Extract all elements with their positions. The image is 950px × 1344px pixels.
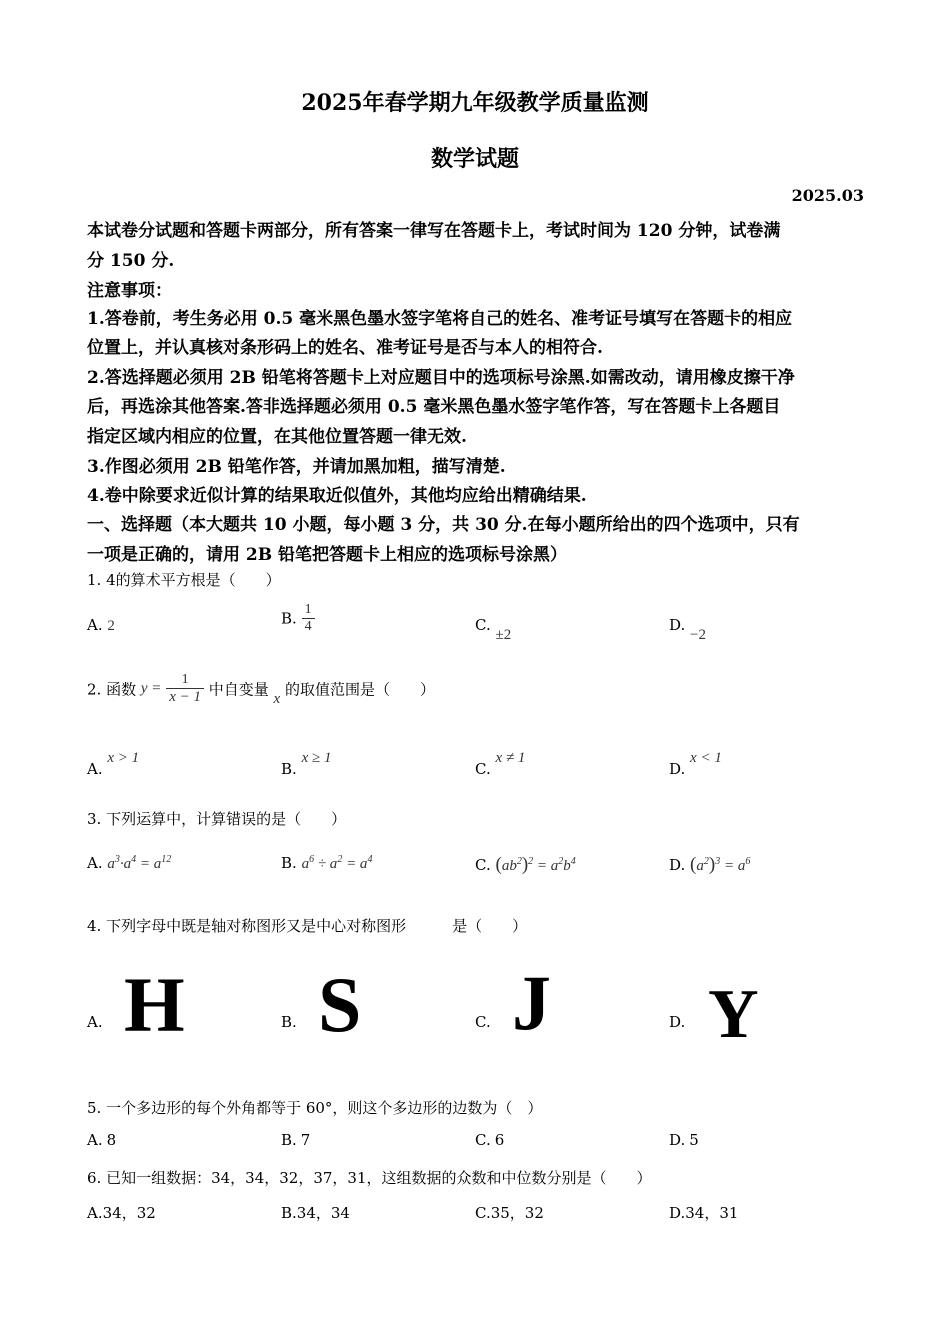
note-line: 位置上，并认真核对条形码上的姓名、准考证号是否与本人的相符合. xyxy=(87,338,603,358)
question-4-stem xyxy=(87,915,527,936)
math-expression: $(a^2)^3 = a^6$ xyxy=(690,854,751,875)
q1-option-b xyxy=(281,602,315,635)
option-label: B. xyxy=(281,760,297,778)
option-label: C. xyxy=(475,616,491,634)
fraction xyxy=(166,672,204,706)
q2-option-a xyxy=(87,750,140,779)
q6-option-c xyxy=(475,1202,544,1223)
q1-option-d xyxy=(669,616,707,643)
option-label: A. xyxy=(87,1131,103,1149)
option-label: B. xyxy=(281,1131,297,1149)
letter-h-image: H xyxy=(124,961,185,1048)
letter-y-image: Y xyxy=(708,976,759,1053)
option-label: C. xyxy=(475,760,491,778)
option-label: D. xyxy=(669,1131,686,1149)
letter-j-image: J xyxy=(512,959,551,1046)
note-line: 2.答选择题必须用 2B 铅笔将答题卡上对应题目中的选项标号涂黑.如需改动，请用橡皮擦干净 xyxy=(87,368,795,388)
notice-title: 注意事项： xyxy=(87,281,172,301)
option-value: −2 xyxy=(690,627,707,643)
q3-option-c xyxy=(475,854,576,876)
exam-title: 2025年春学期九年级教学质量监测 xyxy=(301,90,649,116)
q4-option-d-label: D. xyxy=(669,1013,686,1031)
option-label: D. xyxy=(669,856,686,874)
q4-option-c-label: C. xyxy=(475,1013,491,1031)
stem-text: 4. 下列字母中既是轴对称图形又是中心对称图形 xyxy=(87,917,407,935)
option-value: x > 1 xyxy=(107,750,140,766)
q5-option-c xyxy=(475,1131,504,1149)
q2-option-b xyxy=(281,750,332,779)
option-label: D. xyxy=(669,760,686,778)
question-6-stem: 6. 已知一组数据：34，34，32，37，31，这组数据的众数和中位数分别是（ ） xyxy=(87,1169,652,1187)
variable: x xyxy=(273,691,281,708)
stem-text: 的取值范围是（ ） xyxy=(285,680,436,699)
q3-option-b xyxy=(281,854,372,873)
note-line: 指定区域内相应的位置，在其他位置答题一律无效. xyxy=(87,427,467,447)
option-value: 34，32 xyxy=(102,1204,156,1222)
question-5-stem: 5. 一个多边形的每个外角都等于 60°，则这个多边形的边数为（ ） xyxy=(87,1099,543,1117)
option-label: B. xyxy=(281,1204,297,1222)
option-value: 8 xyxy=(106,1131,117,1149)
fraction xyxy=(302,602,315,635)
option-value: ±2 xyxy=(495,627,512,643)
option-value: 34，31 xyxy=(685,1204,739,1222)
option-value: 7 xyxy=(300,1131,311,1149)
option-label: D. xyxy=(669,616,686,634)
math-expression: $(ab^2)^2 = a^2b^4$ xyxy=(495,854,576,875)
option-label: D. xyxy=(669,1204,686,1222)
q5-option-d xyxy=(669,1131,699,1149)
option-label: A. xyxy=(87,854,103,872)
option-value: x ≠ 1 xyxy=(495,750,526,766)
fraction-numerator: 1 xyxy=(166,672,204,689)
note-line: 3.作图必须用 2B 铅笔作答，并请加黑加粗，描写清楚. xyxy=(87,457,506,477)
math-expression: $a^6 \div a^2 = a^4$ xyxy=(301,854,373,872)
option-label: A. xyxy=(87,760,103,778)
exam-subtitle: 数学试题 xyxy=(430,146,519,172)
fraction-denominator: x − 1 xyxy=(169,689,201,706)
option-value: x < 1 xyxy=(690,750,722,766)
q2-option-d xyxy=(669,750,722,779)
exam-date: 2025.03 xyxy=(791,186,864,205)
option-label: C. xyxy=(475,1204,491,1222)
q3-option-a xyxy=(87,854,171,873)
option-label: C. xyxy=(475,1131,491,1149)
q6-option-a xyxy=(87,1202,156,1223)
stem-text: 中自变量 xyxy=(208,680,269,699)
q2-option-c xyxy=(475,750,526,779)
option-label: B. xyxy=(281,854,297,872)
stem-text: 是（ ） xyxy=(452,917,528,935)
q6-option-b xyxy=(281,1202,350,1223)
q5-option-b xyxy=(281,1131,310,1149)
option-value: 2 xyxy=(107,618,115,634)
option-label: A. xyxy=(87,616,103,634)
q4-option-b-label: B. xyxy=(281,1013,297,1031)
question-2-stem xyxy=(87,672,435,708)
function-lhs: y = xyxy=(140,680,162,697)
section-heading: 一项是正确的，请用 2B 铅笔把答题卡上相应的选项标号涂黑） xyxy=(87,545,568,565)
intro-line-1: 本试卷分试题和答题卡两部分，所有答案一律写在答题卡上，考试时间为 120 分钟，试卷满 xyxy=(87,221,781,241)
q3-option-d xyxy=(669,854,750,876)
q1-option-c xyxy=(475,616,512,643)
q6-option-d xyxy=(669,1202,738,1223)
option-value: 34，34 xyxy=(296,1204,350,1222)
q5-option-a xyxy=(87,1131,116,1149)
note-line: 4.卷中除要求近似计算的结果取近似值外，其他均应给出精确结果. xyxy=(87,486,587,506)
option-value: 35，32 xyxy=(490,1204,544,1222)
letter-s-image: S xyxy=(318,961,362,1048)
note-line: 后，再选涂其他答案.答非选择题必须用 0.5 毫米黑色墨水签字笔作答，写在答题卡上各题目 xyxy=(87,397,781,417)
option-label: C. xyxy=(475,856,491,874)
note-line: 1.答卷前，考生务必用 0.5 毫米黑色墨水签字笔将自己的姓名、准考证号填写在答题卡的相应 xyxy=(87,309,793,329)
section-heading: 一、选择题（本大题共 10 小题，每小题 3 分，共 30 分.在每小题所给出的四个选项中，只有 xyxy=(87,515,800,535)
question-3-stem: 3. 下列运算中，计算错误的是（ ） xyxy=(87,810,347,828)
option-label: B. xyxy=(281,609,297,628)
q4-option-a-label: A. xyxy=(87,1013,103,1031)
fraction-denominator: 4 xyxy=(302,618,315,635)
option-value: 5 xyxy=(689,1131,699,1149)
option-value: x ≥ 1 xyxy=(301,750,332,766)
stem-text: 2. 函数 xyxy=(87,680,137,699)
fraction-numerator: 1 xyxy=(304,602,312,617)
q1-option-a xyxy=(87,616,115,635)
math-expression: $a^3\cdot a^4 = a^{12}$ xyxy=(107,854,172,872)
question-1-stem: 1. 4的算术平方根是（ ） xyxy=(87,571,281,589)
option-label: A. xyxy=(87,1204,103,1222)
option-value: 6 xyxy=(494,1131,505,1149)
intro-line-2: 分 150 分. xyxy=(87,251,175,271)
